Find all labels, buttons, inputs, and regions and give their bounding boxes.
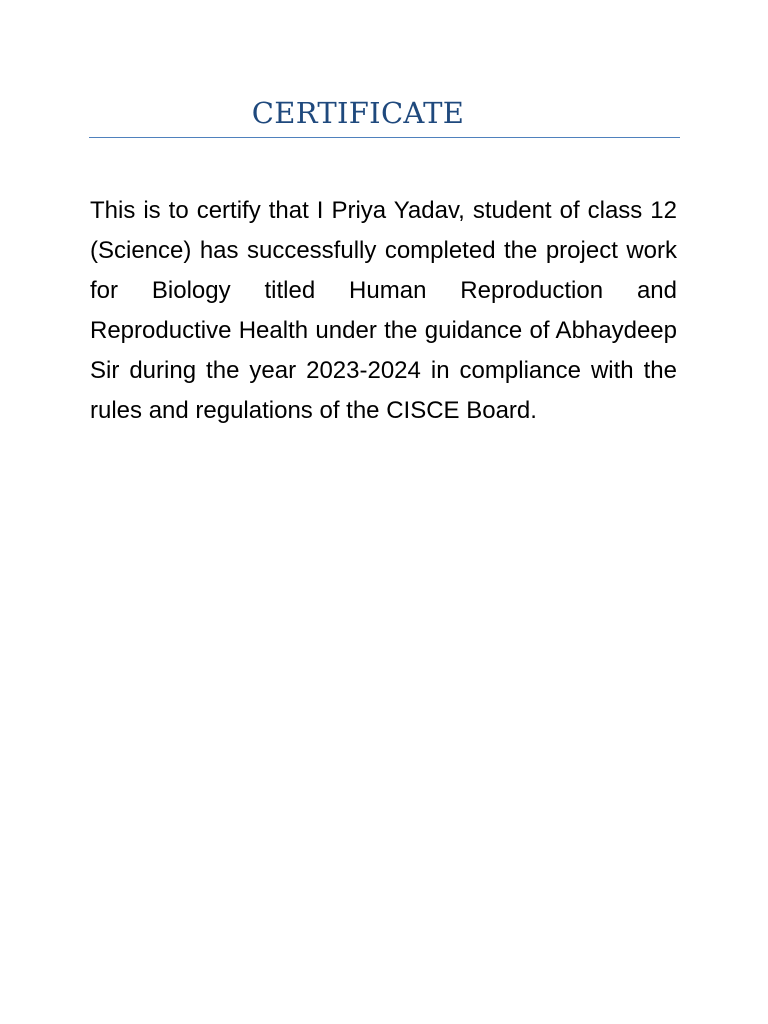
certificate-title: CERTIFICATE: [251, 96, 465, 130]
certificate-body-paragraph: This is to certify that I Priya Yadav, student of class 12 (Science) has successfully completed the project work for Biology titled Human Reproduction and Reproductive Health under the guidance of Abhaydeep Sir during the year 2023-2024 in compliance with the rules and regulations of the CISCE Board.: [90, 197, 677, 424]
title-divider: [89, 137, 680, 138]
